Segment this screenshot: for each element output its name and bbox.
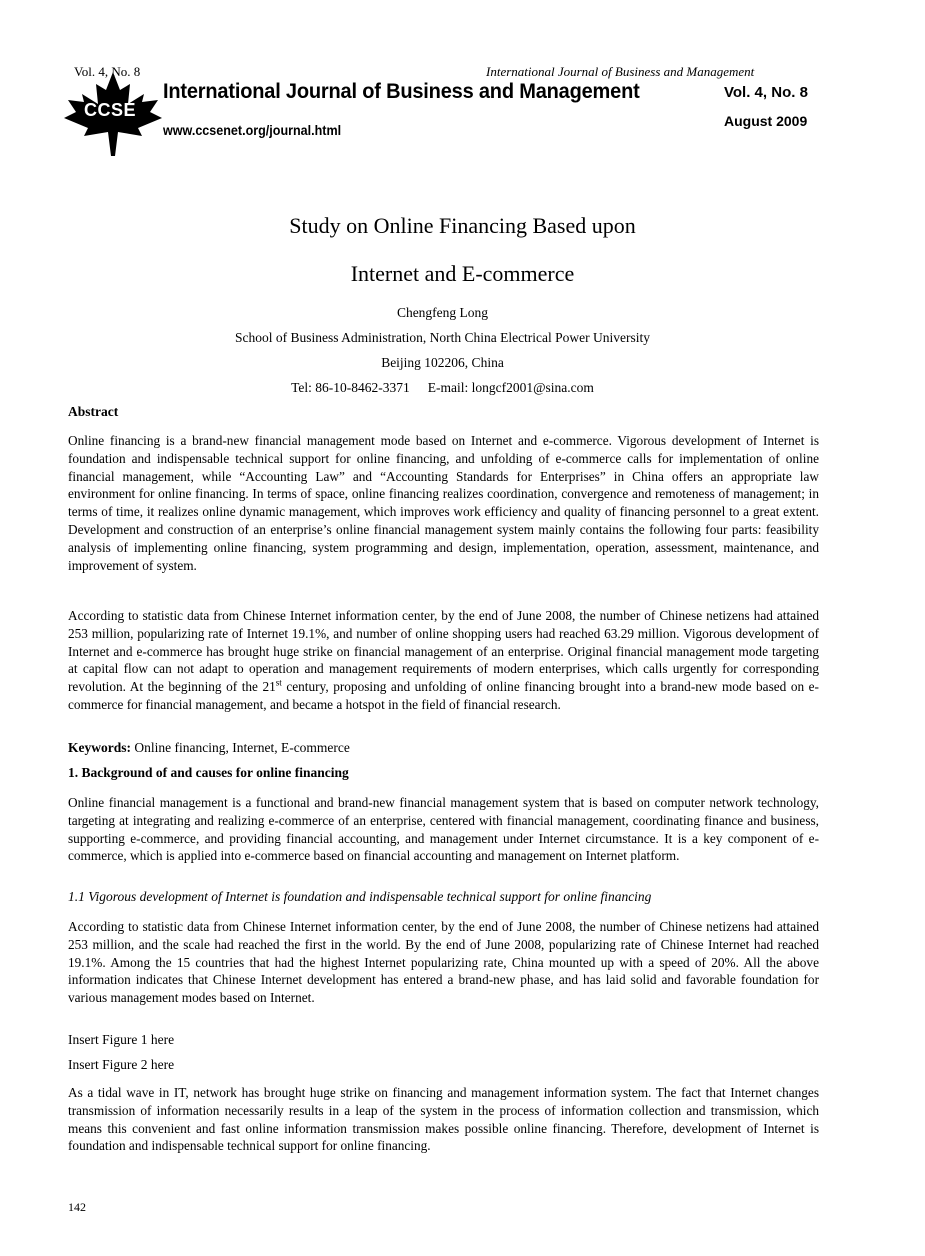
banner-url: www.ccsenet.org/journal.html — [163, 123, 342, 138]
abstract-paragraph-1: Online financing is a brand-new financial management mode based on Internet and e-commerce. Vigorous development of Internet is foundation and indispensable technical support for online financing, and unfolding of e-commerce calls for implementation of online financial management, while “Accounting Law” and “Accounting Standards for Enterprises” in China offers an appropriate law environment for online financing. In terms of space, online financing realizes coordination, convergence and remoteness of management; in terms of time, it realizes online dynamic management, which improves work efficiency and quality of financing personnel to a great extent. Development and construction of an enterprise’s online financial management system mainly contains the following four parts: feasibility analysis of implementing online financing, system programming and design, implementation, operation, assessment, maintenance, and improvement of system. — [68, 433, 819, 573]
author-address: Beijing 102206, China — [381, 355, 504, 370]
author-contact — [0, 380, 885, 396]
running-header-right: International Journal of Business and Management — [486, 64, 755, 79]
keywords — [68, 740, 350, 756]
author-tel: Tel: 86-10-8462-3371 — [291, 380, 410, 395]
subsection-1-1-heading: 1.1 Vigorous development of Internet is foundation and indispensable technical support for online financing — [68, 889, 652, 904]
insert-figure-2-note: Insert Figure 2 here — [68, 1057, 175, 1072]
section-1-paragraph: Online financial management is a functional and brand-new financial management system that is based on computer network technology, targeting at integrating and realizing e-commerce of an enterprise, centered with financial management, coordinating finance and business, supporting e-commerce, and providing financial accounting, and management under Internet circumstance. It is a key component of e-commerce, which is applied into e-commerce based on financial accounting and management on Internet platform. — [68, 795, 819, 864]
insert-figure-1-note: Insert Figure 1 here — [68, 1032, 175, 1047]
running-header-left: Vol. 4, No. 8 — [74, 64, 141, 79]
author-email: E-mail: longcf2001@sina.com — [427, 380, 594, 395]
abstract-paragraph-2-part-a: According to statistic data from Chinese Internet information center, by the end of June 2008, the number of Chinese netizens had attained 253 million, popularizing rate of Internet 19.1%, and number of online shopping users had reached 63.29 million. Vigorous development of Internet and e-commerce has brought huge strike on financial management of an enterprise. Original financial management mode targeting at capital flow can not adapt to operation and management requirements of modern enterprises, which calls urgently for corresponding revolution. At the beginning of the 21 — [68, 608, 819, 695]
abstract-paragraph-2-part-b: century, proposing and unfolding of online financing brought into a brand-new mode based on e-commerce for financial management, and became a hotspot in the field of financial research. — [68, 679, 819, 712]
paper-title-line-1: Study on Online Financing Based upon — [289, 213, 636, 238]
author-affiliation: School of Business Administration, North China Electrical Power University — [234, 330, 651, 345]
superscript-st: st — [275, 677, 282, 688]
logo-text: CCSE — [83, 100, 136, 120]
keywords-label: Keywords: — [68, 740, 131, 755]
keywords-text: Online financing, Internet, E-commerce — [131, 740, 350, 755]
banner-journal-title: International Journal of Business and Management — [163, 79, 640, 103]
section-1-heading: 1. Background of and causes for online financing — [68, 765, 349, 780]
subsection-1-1-paragraph-2: As a tidal wave in IT, network has brought huge strike on financing and management information system. The fact that Internet changes transmission of information necessarily results in a leap of the system in the process of information collection and transmission, which means this convenient and fast online information transmission makes possible online financing. Therefore, development of Internet is foundation and indispensable technical support for online financing. — [68, 1085, 819, 1154]
abstract-heading: Abstract — [68, 404, 119, 419]
page-number: 142 — [68, 1200, 86, 1214]
banner-volume: Vol. 4, No. 8 — [724, 84, 808, 101]
subsection-1-1-paragraph-1: According to statistic data from Chinese Internet information center, by the end of June 2008, the number of Chinese netizens had attained 253 million, and the scale had reached the first in the world. By the end of June 2008, popularizing rate of Chinese Internet had reached 19.1%. Among the 15 countries that had the highest Internet popularizing rate, China mounted up with a speed of 20%. All the above information indicates that Chinese Internet development has entered a brand-new phase, and has laid solid and favorable foundation for various management modes based on Internet. — [68, 919, 819, 1006]
banner-date: August 2009 — [724, 113, 808, 129]
author-name: Chengfeng Long — [396, 305, 489, 320]
abstract-paragraph-2 — [68, 607, 819, 714]
paper-title-line-2: Internet and E-commerce — [350, 261, 575, 286]
